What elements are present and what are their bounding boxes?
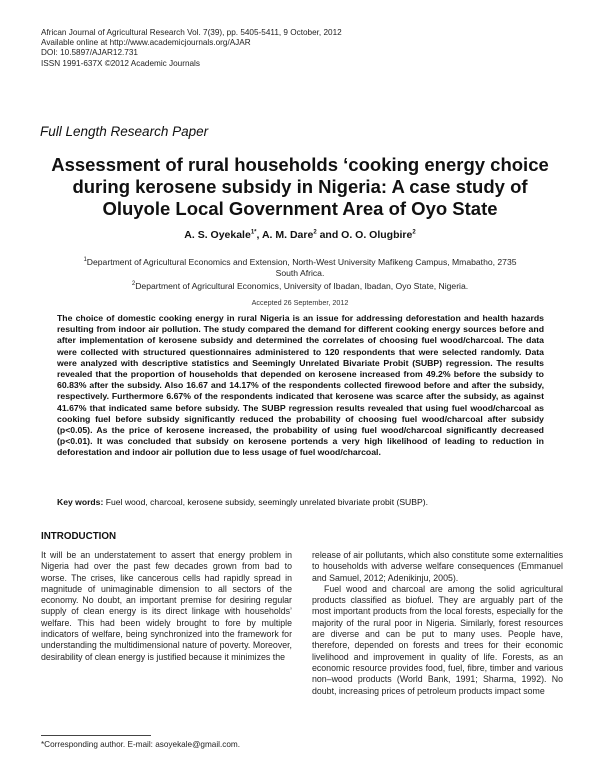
author-sup: 2: [412, 229, 416, 236]
author-separator: and: [316, 229, 342, 241]
affiliation-1: [80, 255, 520, 279]
corresponding-author-footnote: *Corresponding author. E-mail: asoyekale@gmail.com.: [41, 740, 240, 749]
body-paragraph: release of air pollutants, which also constitute some externalities to households with adverse welfare consequences (Emmanuel and Samuel, 2012; Adenikinju, 2005).: [312, 550, 563, 583]
affiliations: [80, 255, 520, 292]
author-list: [0, 229, 600, 241]
keywords-text: Fuel wood, charcoal, kerosene subsidy, seemingly unrelated bivariate probit (SUBP).: [103, 497, 428, 507]
journal-url: Available online at http://www.academicjournals.org/AJAR: [41, 38, 251, 48]
affiliation-text: Department of Agricultural Economics and Extension, North-West University Mafikeng Campus, Mmabatho, 2735 South Africa.: [86, 256, 517, 278]
abstract: The choice of domestic cooking energy in rural Nigeria is an issue for addressing deforestation and health hazards resulting from indoor air pollution. The study compared the demand for different cooking energy sources before and after implementation of kerosene subsidy and determined the correlates of choosing fuel wood/charcoal. The data were collected with structured questionnaires administered to 120 respondents that were selected randomly. Data were analyzed with descriptive statistics and Seemingly Unrelated Bivariate Probit (SUBP) regression. The results revealed that the proportion of households that depended on kerosene increased from 49.2% before the subsidy to 60.83% after the subsidy. Also 16.67 and 14.17% of the respondents collected firewood before and after the subsidy, respectively. Furthermore 6.67% of the respondents indicated that kerosene was scarce after the subsidy, as against 41.67% that indicated same before subsidy. The SUBP regression results revealed that using fuel wood/charcoal as cooking fuel before subsidy significantly reduced the probability of choosing fuel wood/charcoal after subsidy (p<0.05). As the price of kerosene increased, the probability of using fuel wood/charcoal significantly decreased (p<0.01). It was concluded that subsidy on kerosene portends a very high likelihood of leading to reduction in deforestation and indoor air pollution due to less usage of fuel wood/charcoal.: [57, 313, 544, 458]
author-sup: 1*: [250, 229, 257, 236]
author-separator: ,: [256, 229, 262, 241]
body-paragraph: Fuel wood and charcoal are among the solid agricultural products classified as biofuel. They are arguably part of the most important products from the local forests, especially for the majority of the rural poor in Nigeria. Similarly, forest resources are diverse and can be put to many uses. People have, therefore, depended on forests and trees for their economic livelihood and improvement in quality of life. Forests, as an economic resource provides food, fuel, fibre, timber and various non–wood products (World Bank, 1991; Sharma, 1992). No doubt, increasing prices of petroleum products impact some: [312, 583, 563, 696]
author-name: O. O. Olugbire: [341, 229, 413, 241]
journal-citation: African Journal of Agricultural Research Vol. 7(39), pp. 5405-5411, 9 October, 2012: [41, 28, 342, 37]
keywords: [57, 497, 544, 508]
body-column-left: [41, 550, 292, 663]
affiliation-text: Department of Agricultural Economics, University of Ibadan, Ibadan, Oyo State, Nigeria.: [135, 280, 469, 291]
body-paragraph: It will be an understatement to assert that energy problem in Nigeria had over the past few decades grown from bad to worse. The crises, like cancerous cells had rapidly spread in magnitude of unimaginable dimension to all sectors of the economy. No doubt, an important premise for desiring regular supply of clean energy is its direct linkage with households’ welfare. This had been widely brought to fore by multiple indicators of welfare, being synchronized into the framework for understanding the multidimensional nature of poverty. Moreover, desirability of clean energy is justified because it minimizes the: [41, 550, 292, 662]
affiliation-2: [80, 279, 520, 292]
author-name: A. M. Dare: [261, 229, 314, 241]
affiliation-sup: 2: [131, 280, 136, 287]
journal-issn: ISSN 1991-637X ©2012 Academic Journals: [41, 58, 200, 68]
section-heading: INTRODUCTION: [41, 531, 117, 542]
accepted-date: Accepted 26 September, 2012: [251, 298, 349, 307]
journal-doi: DOI: 10.5897/AJAR12.731: [41, 48, 138, 58]
author-name: A. S. Oyekale: [184, 229, 251, 241]
keywords-label: Key words:: [57, 497, 104, 507]
paper-title: Assessment of rural households ‘cooking energy choice during kerosene subsidy in Nigeria: A case study of Oluyole Local Government Area of Oyo State: [51, 154, 549, 219]
body-column-right: [312, 550, 563, 697]
footnote-divider: [41, 735, 151, 736]
affiliation-sup: 1: [83, 257, 87, 263]
journal-info: [41, 28, 342, 69]
paper-type: Full Length Research Paper: [40, 124, 209, 139]
author-sup: 2: [313, 229, 317, 236]
